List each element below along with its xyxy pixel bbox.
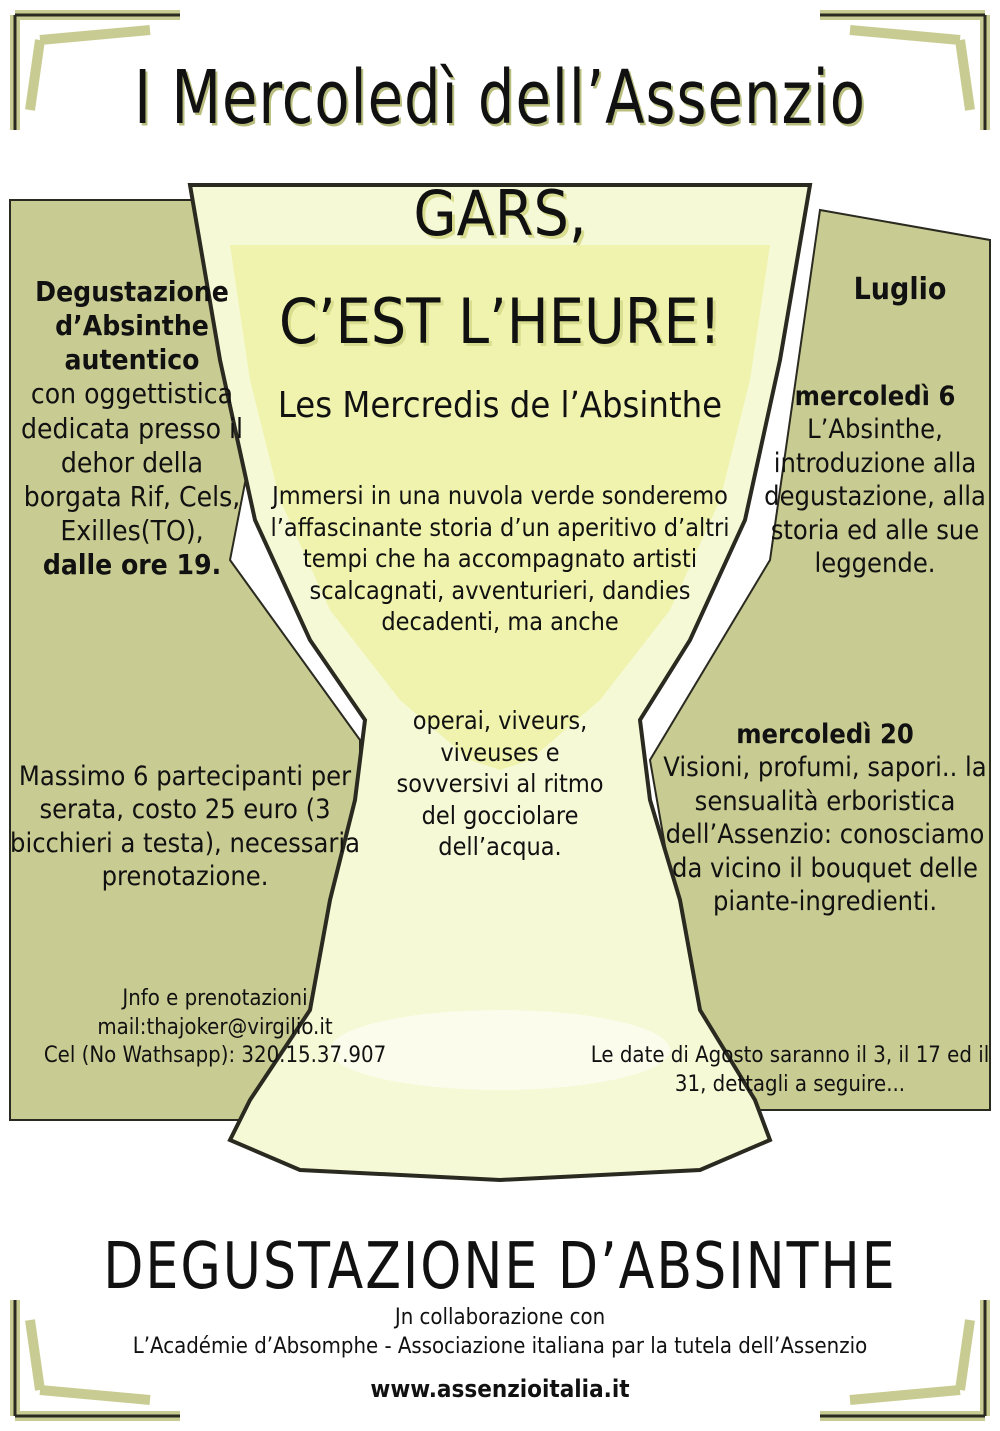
- mail-text: mail:thajoker@virgilio.it: [97, 1014, 333, 1040]
- footer-title: DEGUSTAZIONE D’ABSINTHE: [103, 1228, 897, 1304]
- event-1-desc: L’Absinthe, introduzione alla degustazione, alla storia ed alle sue leggende.: [764, 414, 986, 580]
- footer-credits: [40, 1304, 960, 1361]
- agosto-note: Le date di Agosto saranno il 3, il 17 ed il 31, dettagli a seguire...: [590, 1043, 990, 1097]
- oggettistica-text: con oggettistica dedicata presso il dehor della borgata Rif, Cels, Exilles(TO),: [21, 377, 243, 548]
- center-text-1: Jmmersi in una nuvola verde sonderemo l’affascinante storia d’un aperitivo d’altri tempi che ha accompagnato artisti scalcagnati, avventurieri, dandies decadenti, ma anche: [270, 481, 730, 636]
- center-text-2: operai, viveurs, viveuses e sovversivi al ritmo del gocciolare dell’acqua.: [396, 706, 604, 861]
- degustazione-label: Degustazione d’Absinthe autentico: [35, 275, 229, 377]
- cel-text: Cel (No Wathsapp): 320.15.37.907: [43, 1043, 387, 1069]
- event-2: [655, 718, 995, 919]
- headline-line-1: GARS,: [413, 177, 587, 250]
- event-1: [755, 380, 995, 581]
- collab-text: Jn collaborazione con: [394, 1305, 606, 1330]
- month-label: Luglio: [853, 272, 947, 307]
- headline-line-2: C’EST L’HEURE!: [278, 285, 722, 358]
- orario-text: dalle ore 19.: [42, 548, 222, 582]
- event-2-desc: Visioni, profumi, sapori.. la sensualità erboristica dell’Assenzio: conosciamo da vicino il bouquet delle piante-ingredienti.: [663, 752, 987, 918]
- info-block: [35, 985, 395, 1071]
- event-1-date: mercoledì 6: [794, 381, 956, 412]
- poster-title: I Mercoledì dell’Assenzio: [134, 56, 866, 142]
- academie-text: L’Académie d’Absomphe - Associazione italiana par la tutela dell’Assenzio: [132, 1333, 868, 1359]
- event-2-date: mercoledì 20: [736, 719, 914, 750]
- left-column: [12, 275, 252, 582]
- info-title: Jnfo e prenotazioni: [122, 986, 308, 1011]
- subtitle: Les Mercredis de l’Absinthe: [277, 385, 723, 426]
- partecipanti-text: Massimo 6 partecipanti per serata, costo 25 euro (3 bicchieri a testa), necessaria prenotazione.: [10, 761, 360, 893]
- website-link[interactable]: www.assenzioitalia.it: [370, 1375, 630, 1403]
